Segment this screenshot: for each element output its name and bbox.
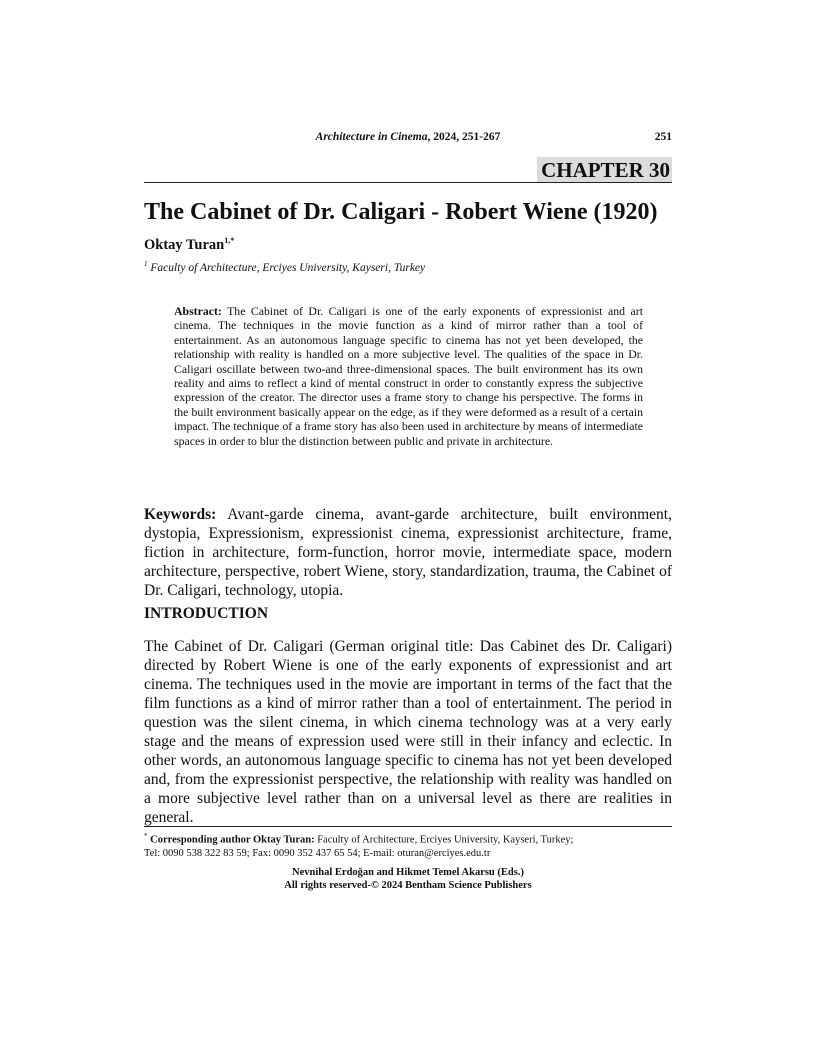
running-head xyxy=(144,131,672,143)
keywords-label: Keywords: xyxy=(144,506,217,523)
author-name: Oktay Turan xyxy=(144,236,225,253)
keywords-text: Avant-garde cinema, avant-garde architecture, built environment, dystopia, Expressionism, expressionist cinema, expressionist architecture, frame, fiction in architecture, form-function, horror movie, intermediate space, modern architecture, perspective, robert Wiene, story, standardization, trauma, the Cabinet of Dr. Caligari, technology, utopia. xyxy=(144,506,672,599)
author-line xyxy=(144,236,234,254)
chapter-divider xyxy=(144,182,672,183)
footnote-label: Corresponding author Oktay Turan: xyxy=(147,834,315,846)
section-heading-introduction: INTRODUCTION xyxy=(144,605,269,622)
chapter-label: CHAPTER 30 xyxy=(537,157,672,182)
affiliation xyxy=(144,260,425,274)
abstract-label: Abstract: xyxy=(174,304,222,318)
journal-title: Architecture in Cinema xyxy=(315,131,428,143)
editors-line: Nevnihal Erdoğan and Hikmet Temel Akarsu (Eds.) xyxy=(292,867,524,878)
keywords xyxy=(144,505,672,600)
footnote-divider xyxy=(144,826,672,827)
footnote-marker: * xyxy=(144,832,148,840)
chapter-title: The Cabinet of Dr. Caligari - Robert Wiene (1920) xyxy=(144,199,658,225)
author-superscript: 1,* xyxy=(224,236,235,245)
footnote-line-1 xyxy=(144,830,672,847)
abstract-text: The Cabinet of Dr. Caligari is one of the early exponents of expressionist and art cinema. The techniques in the movie function as a kind of mirror rather than a tool of entertainment. As an autonomous language specific to cinema has not yet been developed, the relationship with reality is handled on a more subjective level. The qualities of the space in Dr. Caligari oscillate between two-and three-dimensional spaces. The built environment has its own reality and aims to reflect a kind of mental construct in order to constantly express the subjective expression of the creator. The director uses a frame story to change his perspective. The forms in the built environment basically appear on the edge, as if they were deformed as a result of a certain impact. The technique of a frame story has also been used in architecture by means of intermediate spaces in order to blur the distinction between public and private in architecture. xyxy=(174,304,643,448)
introduction-paragraph: The Cabinet of Dr. Caligari (German original title: Das Cabinet des Dr. Caligari) directed by Robert Wiene is one of the early exponents of expressionist and art cinema. The techniques used in the movie are important in terms of the fact that the film functions as a kind of mirror rather than a tool of entertainment. The period in question was the silent cinema, in which cinema technology was at a very early stage and the means of expression used were still in their infancy and eclectic. In other words, an autonomous language specific to cinema has not yet been developed and, from the expressionist perspective, the relationship with reality was handled on a more subjective level rather than on a universal level as there are realities in general. xyxy=(144,638,672,826)
abstract xyxy=(174,304,643,448)
rights-line: All rights reserved-© 2024 Bentham Science Publishers xyxy=(284,880,532,891)
footnote xyxy=(144,830,672,860)
footnote-line-2: Tel: 0090 538 322 83 59; Fax: 0090 352 437 65 54; E-mail: oturan@erciyes.edu.tr xyxy=(144,847,491,859)
affiliation-superscript: 1 xyxy=(144,260,148,268)
footnote-affiliation: Faculty of Architecture, Erciyes University, Kayseri, Turkey; xyxy=(314,834,574,846)
affiliation-text: Faculty of Architecture, Erciyes University, Kayseri, Turkey xyxy=(147,261,426,274)
citation-details: , 2024, 251-267 xyxy=(427,131,501,143)
page-number: 251 xyxy=(654,131,672,143)
publisher-info xyxy=(144,866,672,892)
